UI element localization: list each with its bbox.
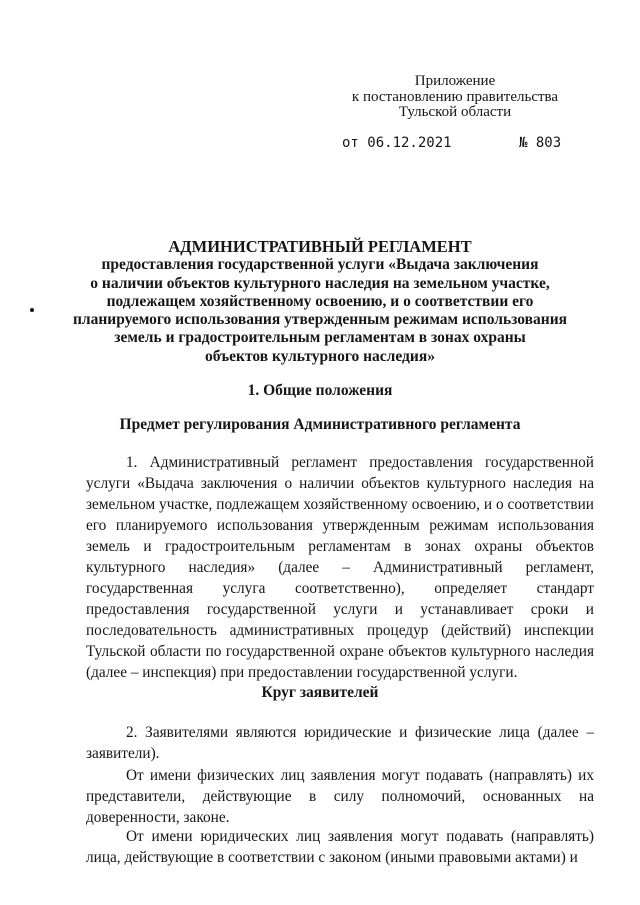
title-line-5: земель и градостроительным регламентам в зонах охраны <box>114 329 526 347</box>
appendix-line-1: Приложение <box>414 73 496 89</box>
title-line-2: о наличии объектов культурного наследия на земельном участке, <box>90 274 550 292</box>
title-line-3: подлежащем хозяйственному освоению, и о соответствии его <box>106 292 534 310</box>
appendix-line-2: к постановлению правительства <box>351 88 559 105</box>
margin-dot <box>30 308 34 312</box>
paragraph-3: От имени физических лиц заявления могут подавать (направлять) их представители, действующие в силу полномочий, основанных на доверенности, законе. <box>86 767 594 826</box>
subsection-heading-applicants: Круг заявителей <box>261 684 379 701</box>
title-line-6: объектов культурного наследия» <box>205 347 435 365</box>
title-line-1: предоставления государственной услуги «Выдача заключения <box>101 256 539 274</box>
document-title <box>60 238 580 366</box>
subsection-heading-subject: Предмет регулирования Административного регламента <box>119 416 521 433</box>
paragraph-4: От имени юридических лиц заявления могут подавать (направлять) лица, действующие в соответствии с законом (иными правовыми актами) и <box>86 828 594 866</box>
title-line-4: планируемого использования утвержденным режимам использования <box>72 311 568 329</box>
appendix-line-3: Тульской области <box>398 104 512 120</box>
title-main: АДМИНИСТРАТИВНЫЙ РЕГЛАМЕНТ <box>168 237 472 256</box>
section-heading-general: 1. Общие положения <box>247 382 393 399</box>
paragraph-2: 2. Заявителями являются юридические и физические лица (далее – заявители). <box>86 724 594 762</box>
decree-date: от 06.12.2021 <box>342 135 452 151</box>
appendix-block <box>330 74 580 121</box>
decree-number: № 803 <box>519 135 562 151</box>
paragraph-1: 1. Административный регламент предоставления государственной услуги «Выдача заключения о наличии объектов культурного наследия на земельном участке, подлежащем хозяйственному освоению, и о соответствии его планируемого использования утвержденным режимам использования земель и градостроительным регламентам в зонах охраны объектов культурного наследия» (далее – Административный регламент, государственная услуга соответственно), определяет стандарт предоставления государственной услуги и устанавливает сроки и последовательность административных процедур (действий) инспекции Тульской области по государственной охране объектов культурного наследия (далее – инспекция) при предоставлении государственной услуги. <box>86 454 594 681</box>
